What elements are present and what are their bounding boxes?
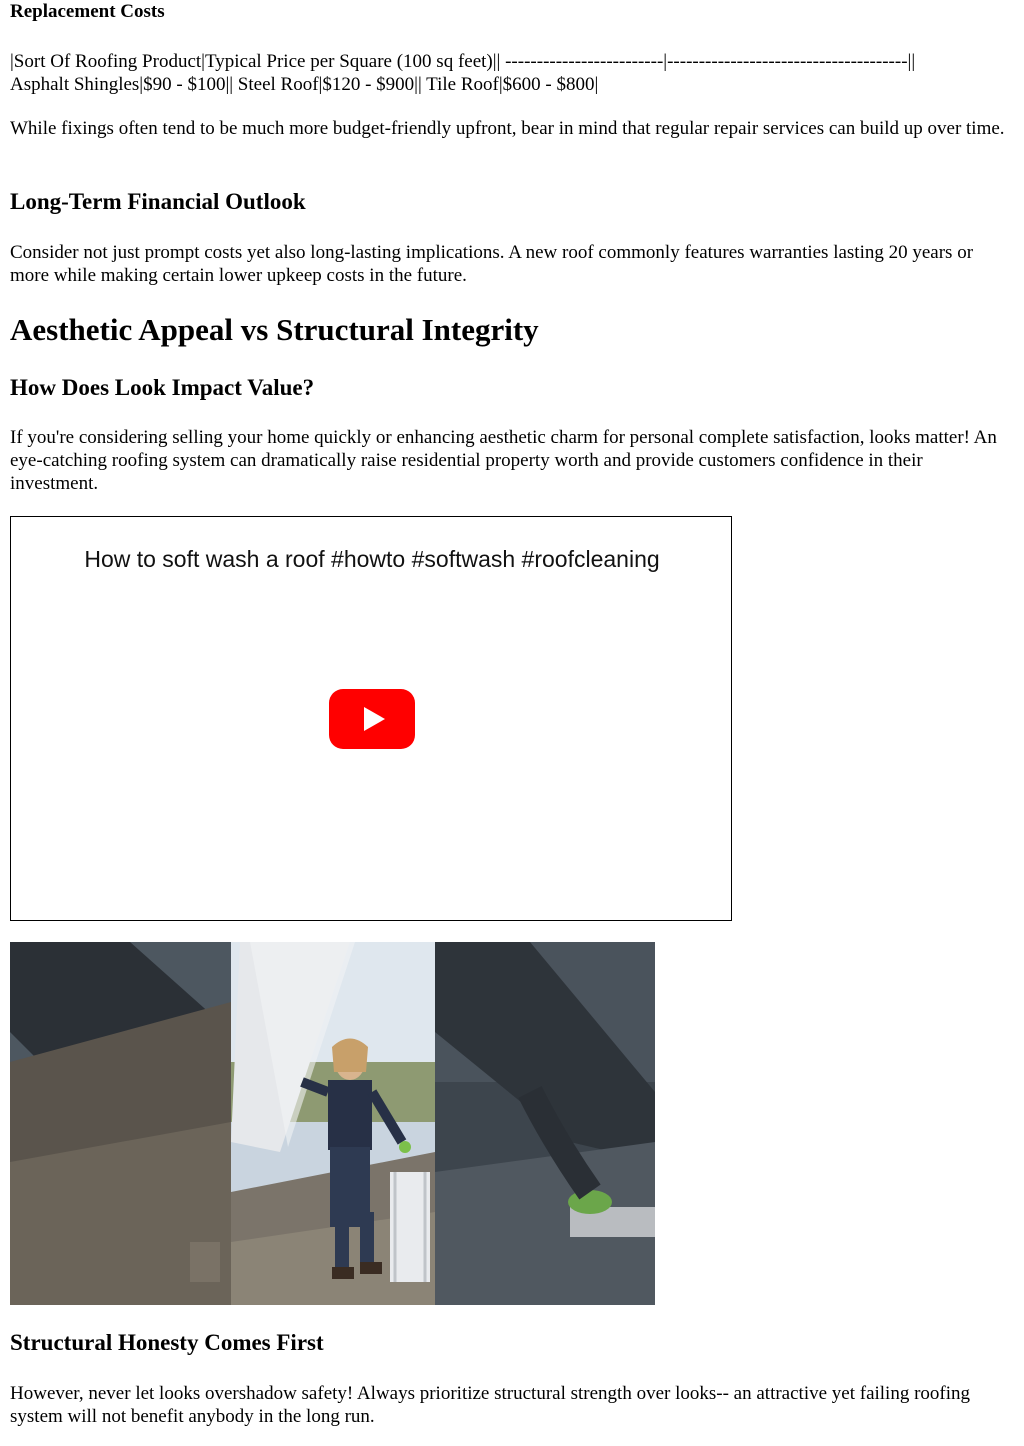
youtube-video-embed[interactable] [10,516,732,921]
aesthetic-heading: Aesthetic Appeal vs Structural Integrity [10,312,539,347]
look-heading: How Does Look Impact Value? [10,375,315,400]
cost-table-line-1: |Sort Of Roofing Product|Typical Price per Square (100 sq feet)|| -------------------------|--------------------------------------|| [10,51,916,72]
repair-paragraph: While fixings often tend to be much more budget-friendly upfront, bear in mind that regular repair services can build up over time. [10,118,1005,139]
youtube-play-icon[interactable] [329,689,415,749]
replacement-costs-heading: Replacement Costs [10,1,165,22]
long-term-paragraph: Consider not just prompt costs yet also long-lasting implications. A new roof commonly features warranties lasting 20 years or more while making certain lower upkeep costs in the future. [10,242,974,286]
roof-solar-panel-image [10,942,655,1305]
left-blurred-frame [10,942,231,1305]
structural-paragraph: However, never let looks overshadow safety! Always prioritize structural strength over looks-- an attractive yet failing roofing system will not benefit anybody in the long run. [10,1383,971,1427]
video-title[interactable]: How to soft wash a roof #howto #softwash #roofcleaning [84,546,660,572]
structural-heading: Structural Honesty Comes First [10,1330,324,1355]
right-blurred-frame [435,942,655,1305]
center-frame [231,942,435,1305]
cost-table-text [10,50,1010,96]
cost-table-line-2: Asphalt Shingles|$90 - $100|| Steel Roof|$120 - $900|| Tile Roof|$600 - $800| [10,74,599,95]
long-term-heading: Long-Term Financial Outlook [10,189,306,214]
look-paragraph: If you're considering selling your home quickly or enhancing aesthetic charm for personal complete satisfaction, looks matter! An eye-catching roofing system can dramatically raise residential property worth and provide customers confidence in their investment. [10,427,997,494]
